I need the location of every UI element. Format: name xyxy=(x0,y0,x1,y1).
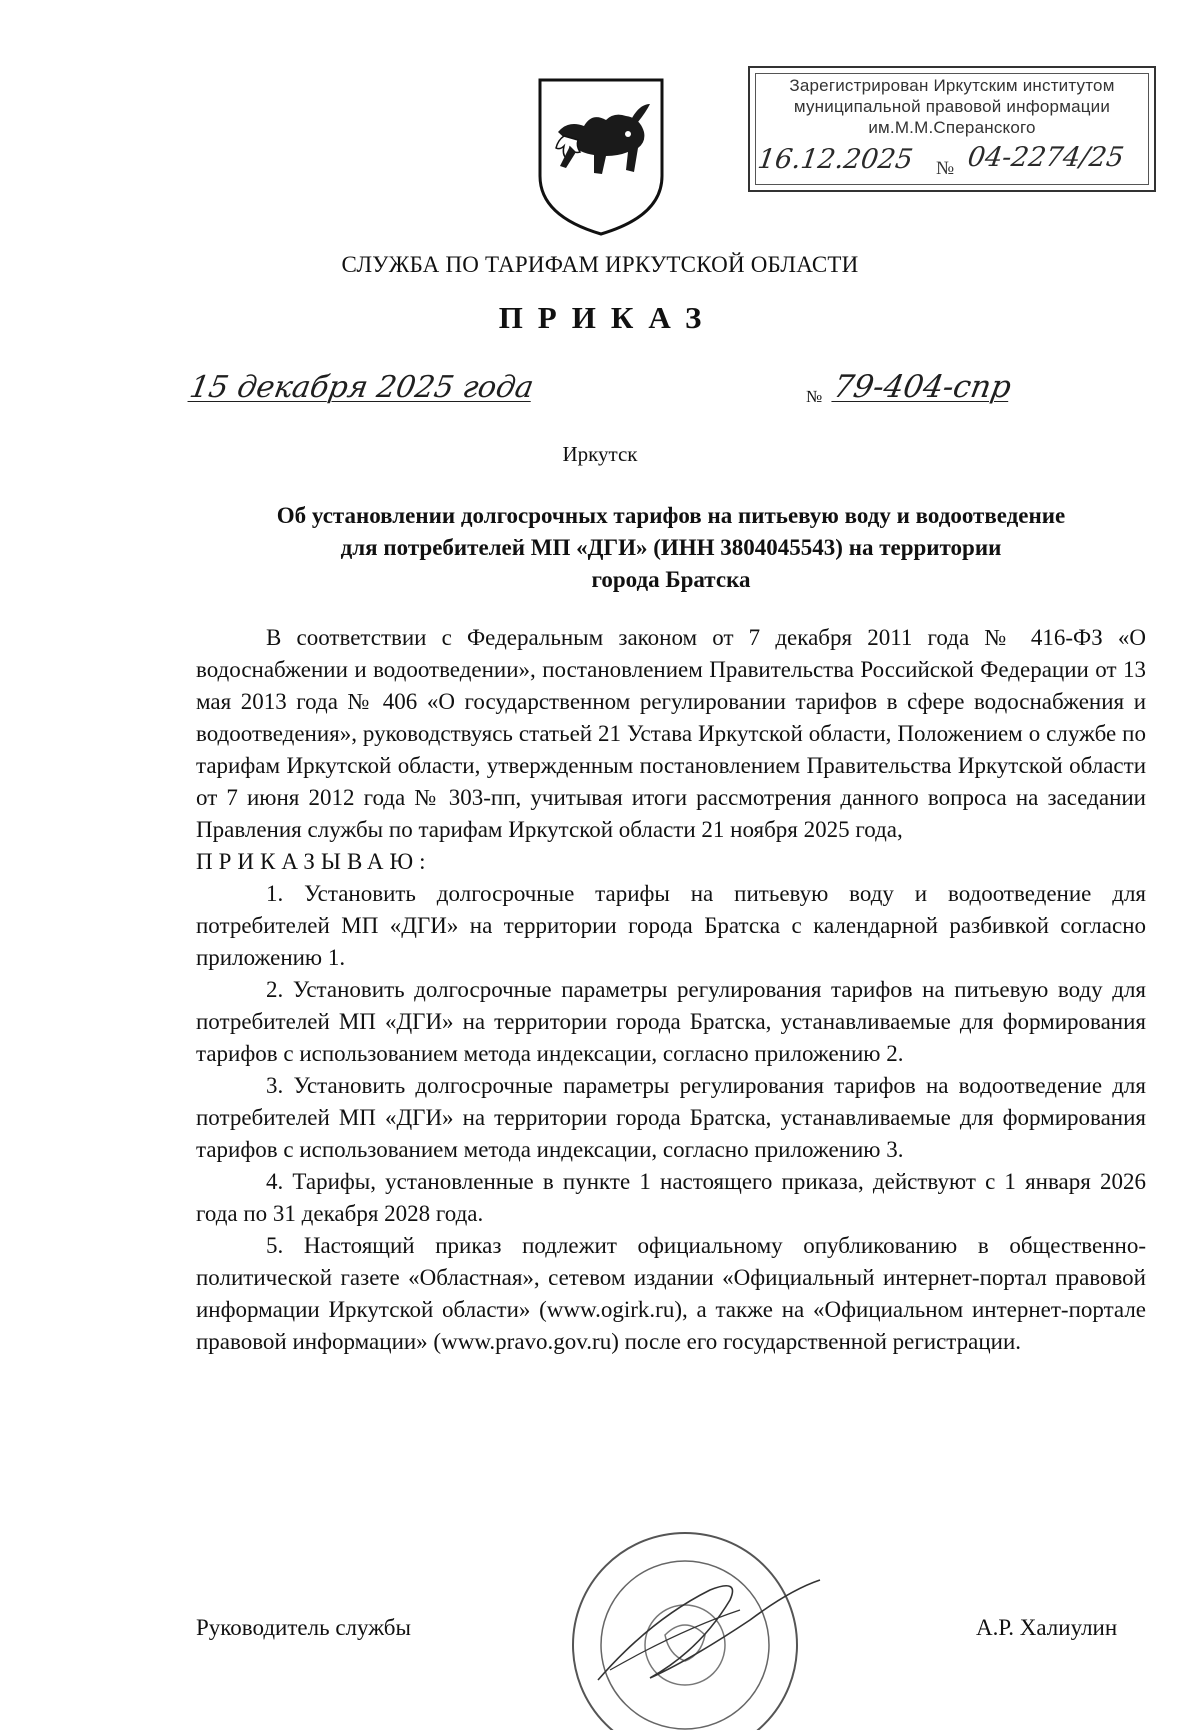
order-item: 4. Тарифы, установленные в пункте 1 настоящего приказа, действуют с 1 января 2026 года по 31 декабря 2028 года. xyxy=(196,1169,1146,1226)
registration-number-mark: № xyxy=(936,158,955,179)
order-item: 1. Установить долгосрочные тарифы на питьевую воду и водоотведение для потребителей МП «ДГИ» на территории города Братска с календарной разбивкой согласно приложению 1. xyxy=(196,881,1146,970)
registration-number: 04-2274/25 xyxy=(965,142,1126,173)
registration-date: 16.12.2025 xyxy=(755,144,915,175)
registration-stamp-line: им.М.М.Сперанского xyxy=(868,118,1036,137)
registration-stamp-line: Зарегистрирован Иркутским институтом xyxy=(789,76,1115,95)
document-title xyxy=(196,500,1146,596)
signatory-name: А.Р. Халиулин xyxy=(976,1615,1118,1640)
city: Иркутск xyxy=(562,442,638,466)
document-title-line: города Братска xyxy=(591,567,751,592)
order-item: 3. Установить долгосрочные параметры регулирования тарифов на водоотведение для потребителей МП «ДГИ» на территории города Братска, устанавливаемые для формирования тарифов с использованием метода индексации, согласно приложению 3. xyxy=(196,1073,1146,1162)
order-item: 5. Настоящий приказ подлежит официальному опубликованию в общественно-политической газете «Областная», сетевом издании «Официальный интернет-портал правовой информации Иркутской области» (www.ogirk.ru), а также на «Официальном интернет-портале правовой информации» (www.pravo.gov.ru) после его государственной регистрации. xyxy=(196,1233,1146,1354)
order-number: 79-404-спр xyxy=(830,369,1014,405)
order-word: ПРИКАЗЫВАЮ: xyxy=(196,849,432,874)
order-date: 15 декабря 2025 года xyxy=(186,370,537,405)
document-body xyxy=(196,622,1146,1358)
document-title-line: Об установлении долгосрочных тарифов на питьевую воду и водоотведение xyxy=(276,503,1066,528)
order-number-mark: № xyxy=(806,387,823,406)
signatory-position: Руководитель службы xyxy=(196,1615,411,1640)
document-type: ПРИКАЗ xyxy=(498,300,717,335)
document-title-line: для потребителей МП «ДГИ» (ИНН 3804045543) на территории xyxy=(340,535,1002,560)
handwritten-signature xyxy=(590,1560,850,1690)
registration-stamp-line: муниципальной правовой информации xyxy=(793,97,1111,116)
order-item: 2. Установить долгосрочные параметры регулирования тарифов на питьевую воду для потребителей МП «ДГИ» на территории города Братска, устанавливаемые для формирования тарифов с использованием метода индексации, согласно приложению 2. xyxy=(196,977,1146,1066)
preamble-paragraph: В соответствии с Федеральным законом от 7 декабря 2011 года № 416-ФЗ «О водоснабжении и водоотведении», постановлением Правительства Российской Федерации от 13 мая 2013 года № 406 «О государственном регулировании тарифов в сфере водоснабжения и водоотведения», руководствуясь статьей 21 Устава Иркутской области, Положением о службе по тарифам Иркутской области, утвержденным постановлением Правительства Иркутской области от 7 июня 2012 года № 303-пп, учитывая итоги рассмотрения данного вопроса на заседании Правления службы по тарифам Иркутской области 21 ноября 2025 года, xyxy=(196,625,1146,842)
coat-of-arms-emblem xyxy=(536,76,666,238)
agency-name: СЛУЖБА ПО ТАРИФАМ ИРКУТСКОЙ ОБЛАСТИ xyxy=(341,252,859,277)
